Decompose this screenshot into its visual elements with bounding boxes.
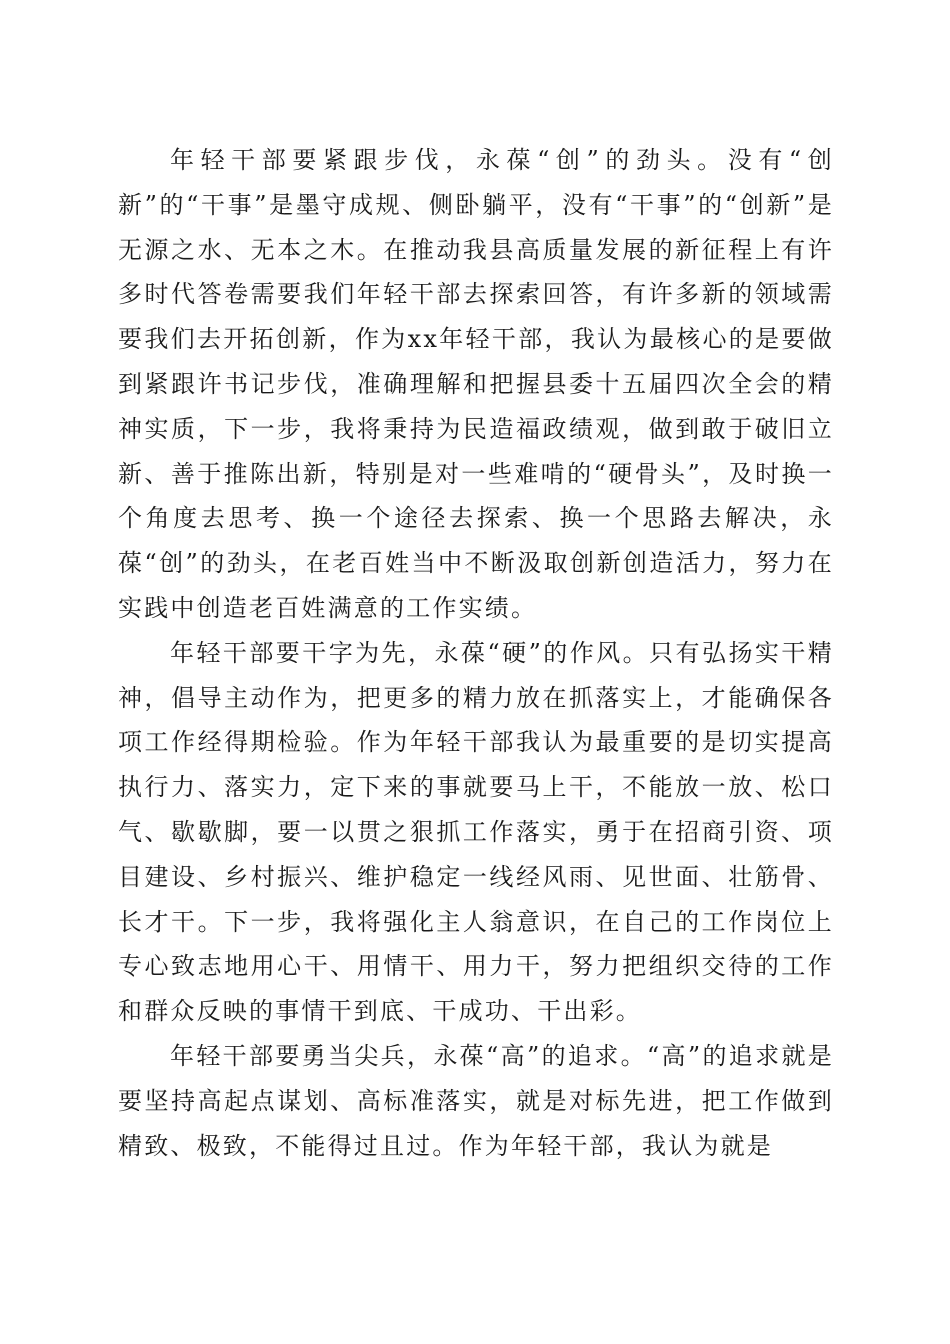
document-body — [118, 138, 834, 1168]
paragraph-3: 年轻干部要勇当尖兵，永葆“高”的追求。“高”的追求就是要坚持高起点谋划、高标准落实，就是对标先进，把工作做到精致、极致，不能得过且过。作为年轻干部，我认为就是 — [118, 1041, 834, 1160]
paragraph-1: 年轻干部要紧跟步伐，永葆“创”的劲头。没有“创新”的“干事”是墨守成规、侧卧躺平，没有“干事”的“创新”是无源之水、无本之木。在推动我县高质量发展的新征程上有许多时代答卷需要我们年轻干部去探索回答，有许多新的领域需要我们去开拓创新，作为xx年轻干部，我认为最核心的是要做到紧跟许书记步伐，准确理解和把握县委十五届四次全会的精神实质，下一步，我将秉持为民造福政绩观，做到敢于破旧立新、善于推陈出新，特别是对一些难啃的“硬骨头”，及时换一个角度去思考、换一个途径去探索、换一个思路去解决，永葆“创”的劲头，在老百姓当中不断汲取创新创造活力，努力在实践中创造老百姓满意的工作实绩。 — [118, 146, 834, 622]
paragraph-2: 年轻干部要干字为先，永葆“硬”的作风。只有弘扬实干精神，倡导主动作为，把更多的精力放在抓落实上，才能确保各项工作经得期检验。作为年轻干部我认为最重要的是切实提高执行力、落实力，定下来的事就要马上干，不能放一放、松口气、歇歇脚，要一以贯之狠抓工作落实，勇于在招商引资、项目建设、乡村振兴、维护稳定一线经风雨、见世面、壮筋骨、长才干。下一步，我将强化主人翁意识，在自己的工作岗位上专心致志地用心干、用情干、用力干，努力把组织交待的工作和群众反映的事情干到底、干成功、干出彩。 — [118, 638, 834, 1026]
